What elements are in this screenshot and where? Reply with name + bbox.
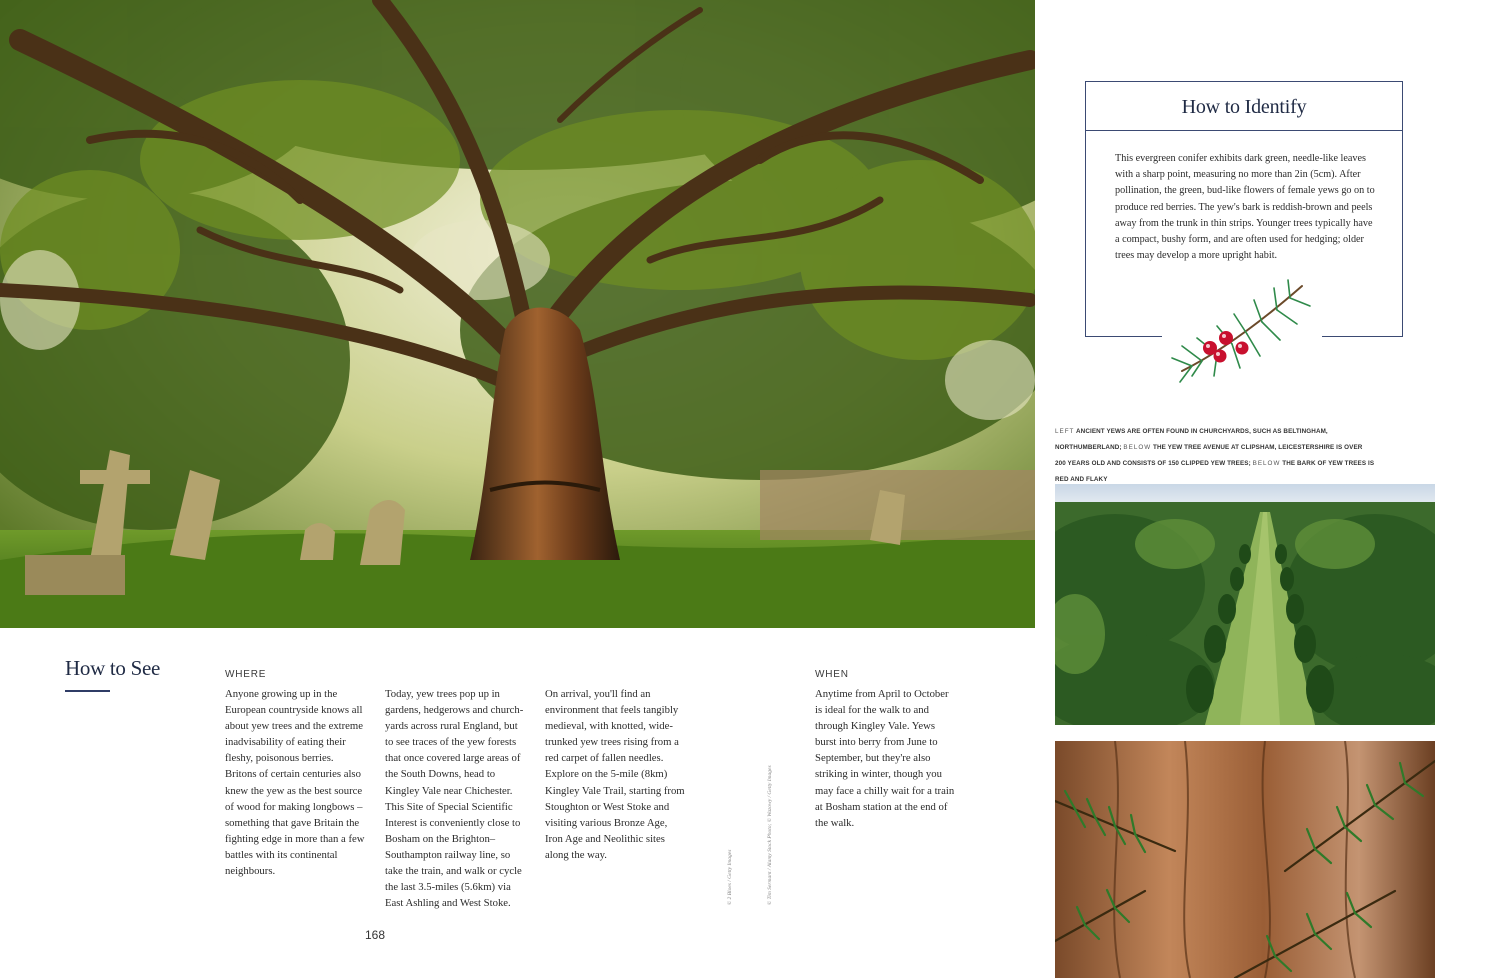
caption-below-2-text: THE BARK OF YEW TREES IS RED AND FLAKY [1055, 460, 1375, 483]
photo-yew-avenue-aerial [1055, 484, 1435, 725]
where-paragraph-3: On arrival, you'll find an environment that feels tangibly medieval, with knotted, wide-trunked yew trees rising from a red carpet of fallen needles. Explore on the 5-mile (8km) Kingley Vale Trail, starting from Stoughton or West Stoke and visiting various Bronze Age, Iron Age and Neolithic sites along the way. [545, 688, 685, 861]
when-column [815, 686, 957, 831]
photo-credit-1: © 2 Bloes / Getty Images [727, 849, 733, 905]
caption-left-text: ANCIENT YEWS ARE OFTEN FOUND IN CHURCHYARDS, SUCH AS BELTINGHAM, NORTHUMBERLAND; [1055, 428, 1328, 451]
where-paragraph-2: Today, yew trees pop up in gardens, hedgerows and church-yards across rural England, but to see traces of the yew forests that once covered large areas of the South Downs, head to Kingley Vale near Chichester. This Site of Special Scientific Interest is conveniently close to Bosham on the Brighton–Southampton railway line, so take the train, and walk or cycle the last 3.5-miles (5.6km) via East Ashling and West Stoke. [385, 688, 524, 910]
caption-key-below-1: BELOW [1123, 444, 1152, 451]
photo-caption [1055, 424, 1375, 488]
photo-credit-2: © Tim Sermant / Alamy Stock Photo; © Wazowy / Getty Images [767, 765, 773, 905]
when-paragraph: Anytime from April to October is ideal for the walk to and through Kingley Vale. Yews burst into berry from June to September, but they're also striking in winter, though you may face a chilly wait for a train at Bosham station at the end of the walk. [815, 688, 955, 829]
where-column-3 [545, 686, 687, 863]
yew-sprig-illustration [1162, 276, 1322, 386]
where-column-1 [225, 686, 367, 879]
caption-below-1-text: THE YEW TREE AVENUE AT CLIPSHAM, LEICESTERSHIRE IS OVER 200 YEARS OLD AND CONSISTS OF 150 CLIPPED YEW TREES; [1055, 444, 1363, 467]
where-column-2 [385, 686, 527, 911]
where-label: WHERE [225, 669, 267, 680]
where-paragraph-1: Anyone growing up in the European countryside knows all about yew trees and the extreme inadvisability of eating their fleshy, poisonous berries. Britons of certain centuries also knew the yew as the best source of wood for making longbows – something that gave Britain the fighting edge in more than a few battles with its continental neighbours. [225, 688, 365, 878]
heading-rule [65, 690, 110, 692]
caption-key-left: LEFT [1055, 428, 1075, 435]
page-number: 168 [365, 928, 386, 942]
hero-photo-ancient-yew [0, 0, 1035, 628]
how-to-identify-title: How to Identify [1086, 82, 1402, 131]
how-to-see-heading: How to See [65, 656, 160, 680]
caption-key-below-2: BELOW [1252, 460, 1281, 467]
how-to-identify-text: This evergreen conifer exhibits dark green, needle-like leaves with a sharp point, measuring no more than 2in (5cm). After pollination, the green, bud-like flowers of female yews go on to produce red berries. The yew's bark is reddish-brown and peels away from the trunk in thin strips. Younger trees typically have a compact, bushy form, and are often used for hedging; older trees may develop a more upright habit. [1115, 153, 1375, 262]
when-label: WHEN [815, 669, 849, 680]
photo-yew-bark [1055, 741, 1435, 978]
